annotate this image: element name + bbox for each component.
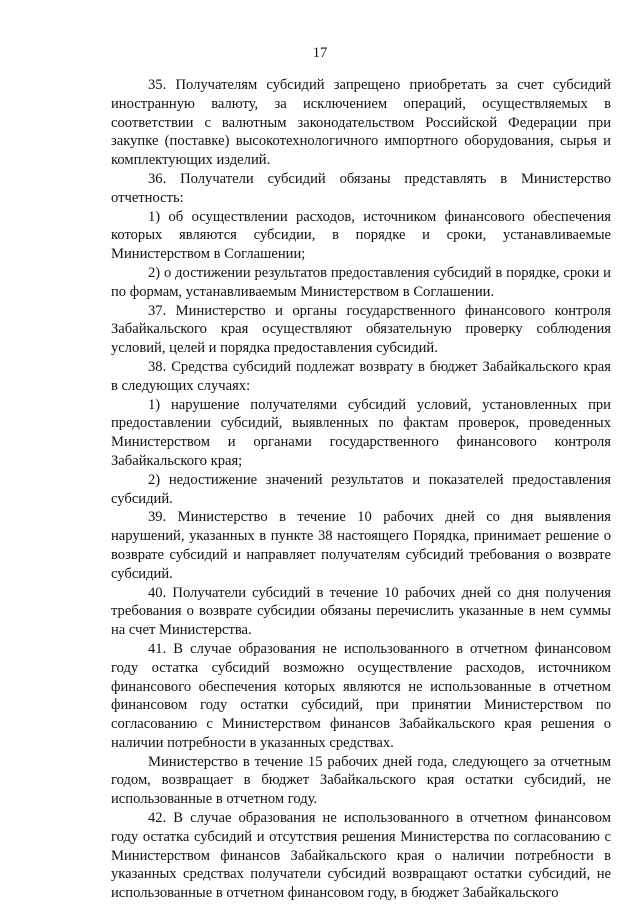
paragraph-41: 41. В случае образования не использованного в отчетном финансовом году остатка субсидий возможно осуществление расходов, источником финансового обеспечения которых являются не использованные в отчетном финансовом году остатки субсидий, при принятии Министерством по согласованию с Министерством финансов Забайкальского края решения о наличии потребности в указанных средствах. <box>111 640 611 751</box>
paragraph-38-item-2: 2) недостижение значений результатов и показателей предоставления субсидий. <box>111 471 611 507</box>
paragraph-38: 38. Средства субсидий подлежат возврату в бюджет Забайкальского края в следующих случаях: <box>111 358 611 394</box>
paragraph-36-item-2: 2) о достижении результатов предоставления субсидий в порядке, сроки и по формам, устанавливаемым Министерством в Соглашении. <box>111 264 611 300</box>
paragraph-40: 40. Получатели субсидий в течение 10 рабочих дней со дня получения требования о возврате субсидии обязаны перечислить указанные в нем суммы на счет Министерства. <box>111 584 611 639</box>
paragraph-38-item-1: 1) нарушение получателями субсидий условий, установленных при предоставлении субсидий, выявленных по фактам проверок, проведенных Министерством и органами государственного финансового контроля Забайкальского края; <box>111 396 611 469</box>
paragraph-35: 35. Получателям субсидий запрещено приобретать за счет субсидий иностранную валюту, за исключением операций, осуществляемых в соответствии с валютным законодательством Российской Федерации при закупке (поставке) высокотехнологичного импортного оборудования, сырья и комплектующих изделий. <box>111 77 611 169</box>
paragraph-37: 37. Министерство и органы государственного финансового контроля Забайкальского края осуществляют обязательную проверку соблюдения условий, целей и порядка предоставления субсидий. <box>111 302 611 357</box>
paragraph-39: 39. Министерство в течение 10 рабочих дней со дня выявления нарушений, указанных в пункте 38 настоящего Порядка, принимает решение о возврате субсидий и направляет получателям субсидий требования о возврате субсидий. <box>111 509 611 582</box>
paragraph-36: 36. Получатели субсидий обязаны представлять в Министерство отчетность: <box>111 170 611 206</box>
document-body <box>111 76 611 903</box>
paragraph-36-item-1: 1) об осуществлении расходов, источником финансового обеспечения которых являются субсидии, в порядке и сроки, устанавливаемые Министерством в Соглашении; <box>111 208 611 263</box>
paragraph-42: 42. В случае образования не использованного в отчетном финансовом году остатка субсидий и отсутствия решения Министерства по согласованию с Министерством финансов Забайкальского края о наличии потребности в указанных средствах получатели субсидий возвращают остатки субсидий, не использованные в отчетном финансовом году, в бюджет Забайкальского <box>111 810 611 902</box>
paragraph-41-continued: Министерство в течение 15 рабочих дней года, следующего за отчетным годом, возвращает в бюджет Забайкальского края остатки субсидий, не использованные в отчетном году. <box>111 753 611 808</box>
page-number: 17 <box>312 45 328 61</box>
